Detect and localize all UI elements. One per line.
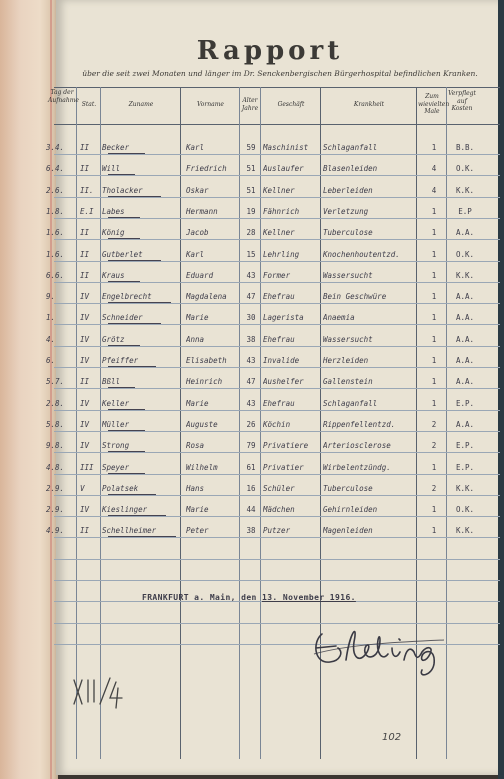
cell-tag: 1.6. bbox=[46, 249, 65, 259]
cell-zuname: Bßll bbox=[102, 377, 121, 387]
name-underline bbox=[108, 473, 145, 474]
cell-tag: 9.8. bbox=[46, 441, 65, 451]
cell-tag: 1. bbox=[46, 313, 56, 323]
cell-krankheit: Bein Geschwüre bbox=[323, 292, 387, 302]
cell-kosten: K.K. bbox=[455, 526, 475, 536]
cell-krankheit: Wassersucht bbox=[323, 334, 373, 344]
cell-vorname: Marie bbox=[186, 505, 209, 515]
cell-zuname: Becker bbox=[102, 143, 130, 152]
cell-stat: II bbox=[80, 164, 90, 174]
cell-alter: 26 bbox=[246, 419, 256, 429]
cell-stat: III bbox=[80, 462, 94, 472]
cell-stat: IV bbox=[80, 292, 90, 302]
cell-geschaeft: Ehefrau bbox=[263, 334, 295, 344]
cell-mal: 1 bbox=[431, 313, 437, 323]
cell-kosten: E.P bbox=[458, 206, 472, 216]
cell-alter: 43 bbox=[246, 356, 256, 365]
cell-krankheit: Schlaganfall bbox=[323, 398, 378, 408]
name-underline bbox=[108, 302, 171, 303]
cell-kosten: O.K. bbox=[455, 164, 475, 174]
cell-krankheit: Magenleiden bbox=[323, 526, 373, 536]
cell-alter: 44 bbox=[246, 505, 256, 515]
cell-vorname: Magdalena bbox=[186, 292, 227, 302]
cell-stat: IV bbox=[80, 334, 90, 344]
cell-zuname: Grötz bbox=[102, 334, 125, 344]
cell-vorname: Hans bbox=[186, 483, 205, 493]
row-rule bbox=[54, 282, 500, 283]
cell-mal: 2 bbox=[431, 441, 437, 451]
name-underline bbox=[108, 430, 145, 431]
cell-kosten: O.K. bbox=[455, 505, 475, 515]
cell-stat: IV bbox=[80, 313, 90, 323]
cell-kosten: K.K. bbox=[455, 483, 475, 493]
page-subtitle: über die seit zwei Monaten und länger im Dr. Senckenbergischen Bürgerhospital befindlichen Kranken. bbox=[82, 69, 478, 78]
cell-krankheit: Schlaganfall bbox=[323, 143, 378, 152]
cell-kosten: A.A. bbox=[455, 419, 475, 429]
name-underline bbox=[108, 153, 145, 154]
cell-kosten: A.A. bbox=[455, 313, 475, 323]
cell-zuname: Keller bbox=[102, 398, 130, 408]
row-rule bbox=[54, 346, 500, 347]
cell-vorname: Marie bbox=[186, 313, 209, 323]
cell-kosten: O.K. bbox=[455, 249, 475, 259]
cell-zuname: Schneider bbox=[102, 313, 143, 323]
cell-stat: IV bbox=[80, 398, 90, 408]
cell-tag: 2.9. bbox=[46, 483, 65, 493]
cell-mal: 2 bbox=[431, 419, 437, 429]
cell-kosten: A.A. bbox=[455, 228, 475, 238]
cell-alter: 28 bbox=[246, 228, 256, 238]
row-rule bbox=[54, 175, 500, 176]
cell-stat: V bbox=[80, 483, 85, 493]
cell-tag: 4.9. bbox=[46, 526, 65, 536]
row-rule bbox=[54, 324, 500, 325]
cell-krankheit: Wirbelentzündg. bbox=[323, 462, 391, 472]
cell-zuname: Polatsek bbox=[102, 483, 139, 493]
cell-tag: 9. bbox=[46, 292, 56, 302]
cell-krankheit: Wassersucht bbox=[323, 270, 373, 280]
name-underline bbox=[108, 260, 161, 261]
cell-krankheit: Rippenfellentzd. bbox=[323, 419, 396, 429]
cell-mal: 1 bbox=[431, 462, 437, 472]
cell-kosten: E.P. bbox=[455, 441, 475, 451]
cell-vorname: Anna bbox=[186, 334, 205, 344]
cell-geschaeft: Privatiere bbox=[263, 441, 309, 451]
cell-alter: 16 bbox=[246, 483, 256, 493]
cell-zuname: Müller bbox=[102, 419, 130, 429]
cell-mal: 4 bbox=[431, 164, 437, 174]
cell-kosten: A.A. bbox=[455, 292, 475, 302]
cell-tag: 6.4. bbox=[46, 164, 65, 174]
cell-mal: 1 bbox=[431, 206, 437, 216]
cell-stat: II bbox=[80, 377, 90, 387]
cell-zuname: Speyer bbox=[102, 462, 130, 472]
name-underline bbox=[108, 515, 166, 516]
cell-geschaeft: Mädchen bbox=[263, 505, 295, 515]
row-rule bbox=[54, 239, 500, 240]
row-rule bbox=[54, 154, 500, 155]
cell-vorname: Karl bbox=[186, 249, 205, 259]
cell-tag: 2.9. bbox=[46, 505, 65, 515]
col-rule bbox=[260, 87, 261, 759]
name-underline bbox=[108, 323, 161, 324]
cell-alter: 38 bbox=[246, 526, 256, 536]
name-underline bbox=[108, 174, 135, 175]
cell-alter: 47 bbox=[246, 292, 256, 302]
cell-geschaeft: Ehefrau bbox=[263, 398, 295, 408]
cell-stat: IV bbox=[80, 441, 90, 451]
cell-zuname: Schellheimer bbox=[102, 526, 157, 536]
footer-place: FRANKFURT a. Main, den bbox=[142, 593, 257, 602]
cell-alter: 79 bbox=[246, 441, 256, 451]
signature bbox=[310, 612, 450, 682]
cell-krankheit: Blasenleiden bbox=[323, 164, 378, 174]
cell-zuname: Pfeiffer bbox=[102, 356, 139, 365]
cell-vorname: Hermann bbox=[186, 206, 218, 216]
cell-krankheit: Tuberculose bbox=[323, 228, 373, 238]
cell-stat: II bbox=[80, 526, 90, 536]
cell-krankheit: Herzleiden bbox=[323, 356, 369, 365]
cell-mal: 1 bbox=[431, 398, 437, 408]
cell-tag: 5.8. bbox=[46, 419, 65, 429]
cell-geschaeft: Auslaufer bbox=[263, 164, 304, 174]
row-rule bbox=[54, 218, 500, 219]
cell-stat: E.I bbox=[80, 206, 94, 216]
cell-krankheit: Gehirnleiden bbox=[323, 505, 378, 515]
cell-geschaeft: Schüler bbox=[263, 483, 295, 493]
cell-mal: 1 bbox=[431, 228, 437, 238]
row-rule bbox=[54, 516, 500, 517]
cell-stat: II bbox=[80, 228, 90, 238]
col-header-geschaeft: Geschäft bbox=[277, 101, 305, 108]
cell-geschaeft: Ehefrau bbox=[263, 292, 295, 302]
cell-zuname: Engelbrecht bbox=[102, 292, 152, 302]
cell-stat: IV bbox=[80, 356, 90, 365]
col-header-stat: Stat. bbox=[81, 101, 97, 108]
header-top-rule bbox=[54, 87, 500, 88]
cell-stat: IV bbox=[80, 505, 90, 515]
cell-tag: 5.7. bbox=[46, 377, 65, 387]
cell-krankheit: Knochenhoutentzd. bbox=[323, 249, 400, 259]
row-rule bbox=[54, 580, 500, 581]
cell-vorname: Peter bbox=[186, 526, 209, 536]
col-header-alter: Alter Jahre bbox=[241, 97, 259, 112]
name-underline bbox=[108, 217, 140, 218]
cell-geschaeft: Köchin bbox=[263, 419, 291, 429]
cell-tag: 2.8. bbox=[46, 398, 65, 408]
name-underline bbox=[108, 196, 161, 197]
cell-tag: 1.8. bbox=[46, 206, 65, 216]
cell-tag: 4.8. bbox=[46, 462, 65, 472]
cell-geschaeft: Kellner bbox=[263, 228, 295, 238]
row-rule bbox=[54, 197, 500, 198]
name-underline bbox=[108, 451, 145, 452]
cell-mal: 1 bbox=[431, 143, 437, 152]
cell-vorname: Heinrich bbox=[186, 377, 223, 387]
cell-alter: 30 bbox=[246, 313, 256, 323]
cell-kosten: K.K. bbox=[455, 270, 475, 280]
col-rule bbox=[100, 87, 101, 759]
cell-zuname: Kraus bbox=[102, 270, 125, 280]
cell-zuname: Will bbox=[102, 164, 121, 174]
col-rule bbox=[180, 87, 181, 759]
cell-mal: 1 bbox=[431, 249, 437, 259]
name-underline bbox=[108, 387, 135, 388]
cell-geschaeft: Fähnrich bbox=[263, 206, 300, 216]
cell-alter: 61 bbox=[246, 462, 256, 472]
cell-vorname: Rosa bbox=[186, 441, 205, 451]
cell-geschaeft: Kellner bbox=[263, 185, 295, 195]
cell-mal: 2 bbox=[431, 483, 437, 493]
col-header-vorname: Vorname bbox=[197, 101, 224, 108]
cell-vorname: Marie bbox=[186, 398, 209, 408]
cell-tag: 2.6. bbox=[46, 185, 65, 195]
page-title: Rapport bbox=[196, 36, 344, 66]
cell-kosten: E.P. bbox=[455, 398, 475, 408]
row-rule bbox=[54, 495, 500, 496]
cell-mal: 1 bbox=[431, 356, 437, 365]
cell-zuname: Tholacker bbox=[102, 185, 143, 195]
row-rule bbox=[54, 452, 500, 453]
row-rule bbox=[54, 431, 500, 432]
row-rule bbox=[54, 559, 500, 560]
cell-geschaeft: Aushelfer bbox=[263, 377, 304, 387]
cell-tag: 6. bbox=[46, 356, 56, 365]
cell-zuname: Gutberlet bbox=[102, 249, 143, 259]
cell-geschaeft: Privatier bbox=[263, 462, 304, 472]
header-bottom-rule bbox=[54, 124, 500, 125]
cell-kosten: A.A. bbox=[455, 334, 475, 344]
name-underline bbox=[108, 366, 156, 367]
row-rule bbox=[54, 474, 500, 475]
cell-mal: 1 bbox=[431, 270, 437, 280]
cell-krankheit: Arteriosclerose bbox=[323, 441, 391, 451]
page-number: 102 bbox=[382, 732, 402, 743]
row-rule bbox=[54, 537, 500, 538]
cell-stat: II. bbox=[80, 185, 94, 195]
cell-vorname: Eduard bbox=[186, 270, 214, 280]
cell-mal: 1 bbox=[431, 377, 437, 387]
cell-krankheit: Gallenstein bbox=[323, 377, 373, 387]
cell-geschaeft: Invalide bbox=[263, 356, 300, 365]
cell-tag: 1.6. bbox=[46, 228, 65, 238]
cell-mal: 1 bbox=[431, 334, 437, 344]
cell-zuname: Labes bbox=[102, 206, 125, 216]
cell-mal: 1 bbox=[431, 505, 437, 515]
cell-vorname: Oskar bbox=[186, 185, 209, 195]
row-rule bbox=[54, 303, 500, 304]
cell-zuname: König bbox=[102, 228, 125, 238]
row-rule bbox=[54, 261, 500, 262]
cell-vorname: Jacob bbox=[186, 228, 209, 238]
cell-mal: 4 bbox=[431, 185, 437, 195]
cell-vorname: Wilhelm bbox=[186, 462, 218, 472]
cell-krankheit: Tuberculose bbox=[323, 483, 373, 493]
cell-alter: 51 bbox=[246, 164, 256, 174]
cell-alter: 43 bbox=[246, 270, 256, 280]
cell-mal: 1 bbox=[431, 292, 437, 302]
cell-geschaeft: Former bbox=[263, 270, 291, 280]
cell-krankheit: Verletzung bbox=[323, 206, 369, 216]
name-underline bbox=[108, 494, 156, 495]
cell-alter: 15 bbox=[246, 249, 256, 259]
binder-margin-line bbox=[50, 0, 52, 779]
name-underline bbox=[108, 409, 145, 410]
cell-stat: IV bbox=[80, 419, 90, 429]
cell-vorname: Auguste bbox=[186, 419, 218, 429]
cell-geschaeft: Lehrling bbox=[263, 249, 300, 259]
handwritten-mark bbox=[68, 672, 128, 712]
row-rule bbox=[54, 367, 500, 368]
col-header-zuname: Zuname bbox=[128, 101, 154, 108]
cell-zuname: Strong bbox=[102, 441, 130, 451]
row-rule bbox=[54, 388, 500, 389]
cell-alter: 19 bbox=[246, 206, 256, 216]
footer-line bbox=[142, 593, 356, 602]
cell-mal: 1 bbox=[431, 526, 437, 536]
cell-krankheit: Anaemia bbox=[323, 313, 355, 323]
cell-kosten: E.P. bbox=[455, 462, 475, 472]
row-rule bbox=[54, 410, 500, 411]
col-header-krankheit: Krankheit bbox=[353, 101, 385, 108]
cell-alter: 47 bbox=[246, 377, 256, 387]
cell-geschaeft: Putzer bbox=[263, 526, 291, 536]
cell-alter: 59 bbox=[246, 143, 256, 152]
cell-alter: 51 bbox=[246, 185, 256, 195]
footer-date: 13. November 1916. bbox=[261, 593, 356, 602]
name-underline bbox=[108, 281, 140, 282]
cell-tag: 4. bbox=[46, 334, 56, 344]
cell-kosten: A.A. bbox=[455, 377, 475, 387]
cell-kosten: A.A. bbox=[455, 356, 475, 365]
cell-alter: 38 bbox=[246, 334, 256, 344]
col-header-kosten: Verpflegt auf Kosten bbox=[448, 90, 476, 112]
col-rule bbox=[239, 87, 240, 759]
cell-zuname: Kieslinger bbox=[102, 505, 148, 515]
cell-vorname: Elisabeth bbox=[186, 356, 227, 365]
cell-geschaeft: Maschinist bbox=[263, 143, 309, 152]
cell-stat: II bbox=[80, 143, 90, 152]
cell-tag: 3.4. bbox=[46, 143, 65, 152]
cell-geschaeft: Lagerista bbox=[263, 313, 304, 323]
cell-alter: 43 bbox=[246, 398, 256, 408]
name-underline bbox=[108, 536, 176, 537]
col-header-tag: Tag der Aufnahme bbox=[48, 89, 79, 104]
cell-tag: 6.6. bbox=[46, 270, 65, 280]
cell-stat: II bbox=[80, 249, 90, 259]
name-underline bbox=[108, 238, 140, 239]
cell-vorname: Karl bbox=[186, 143, 205, 152]
cell-vorname: Friedrich bbox=[186, 164, 227, 174]
cell-stat: II bbox=[80, 270, 90, 280]
cell-krankheit: Leberleiden bbox=[323, 185, 373, 195]
name-underline bbox=[108, 345, 140, 346]
cell-kosten: B.B. bbox=[455, 143, 475, 152]
col-rule bbox=[76, 87, 77, 759]
col-header-mal: Zum wievielten Male bbox=[418, 93, 450, 115]
cell-kosten: K.K. bbox=[455, 185, 475, 195]
